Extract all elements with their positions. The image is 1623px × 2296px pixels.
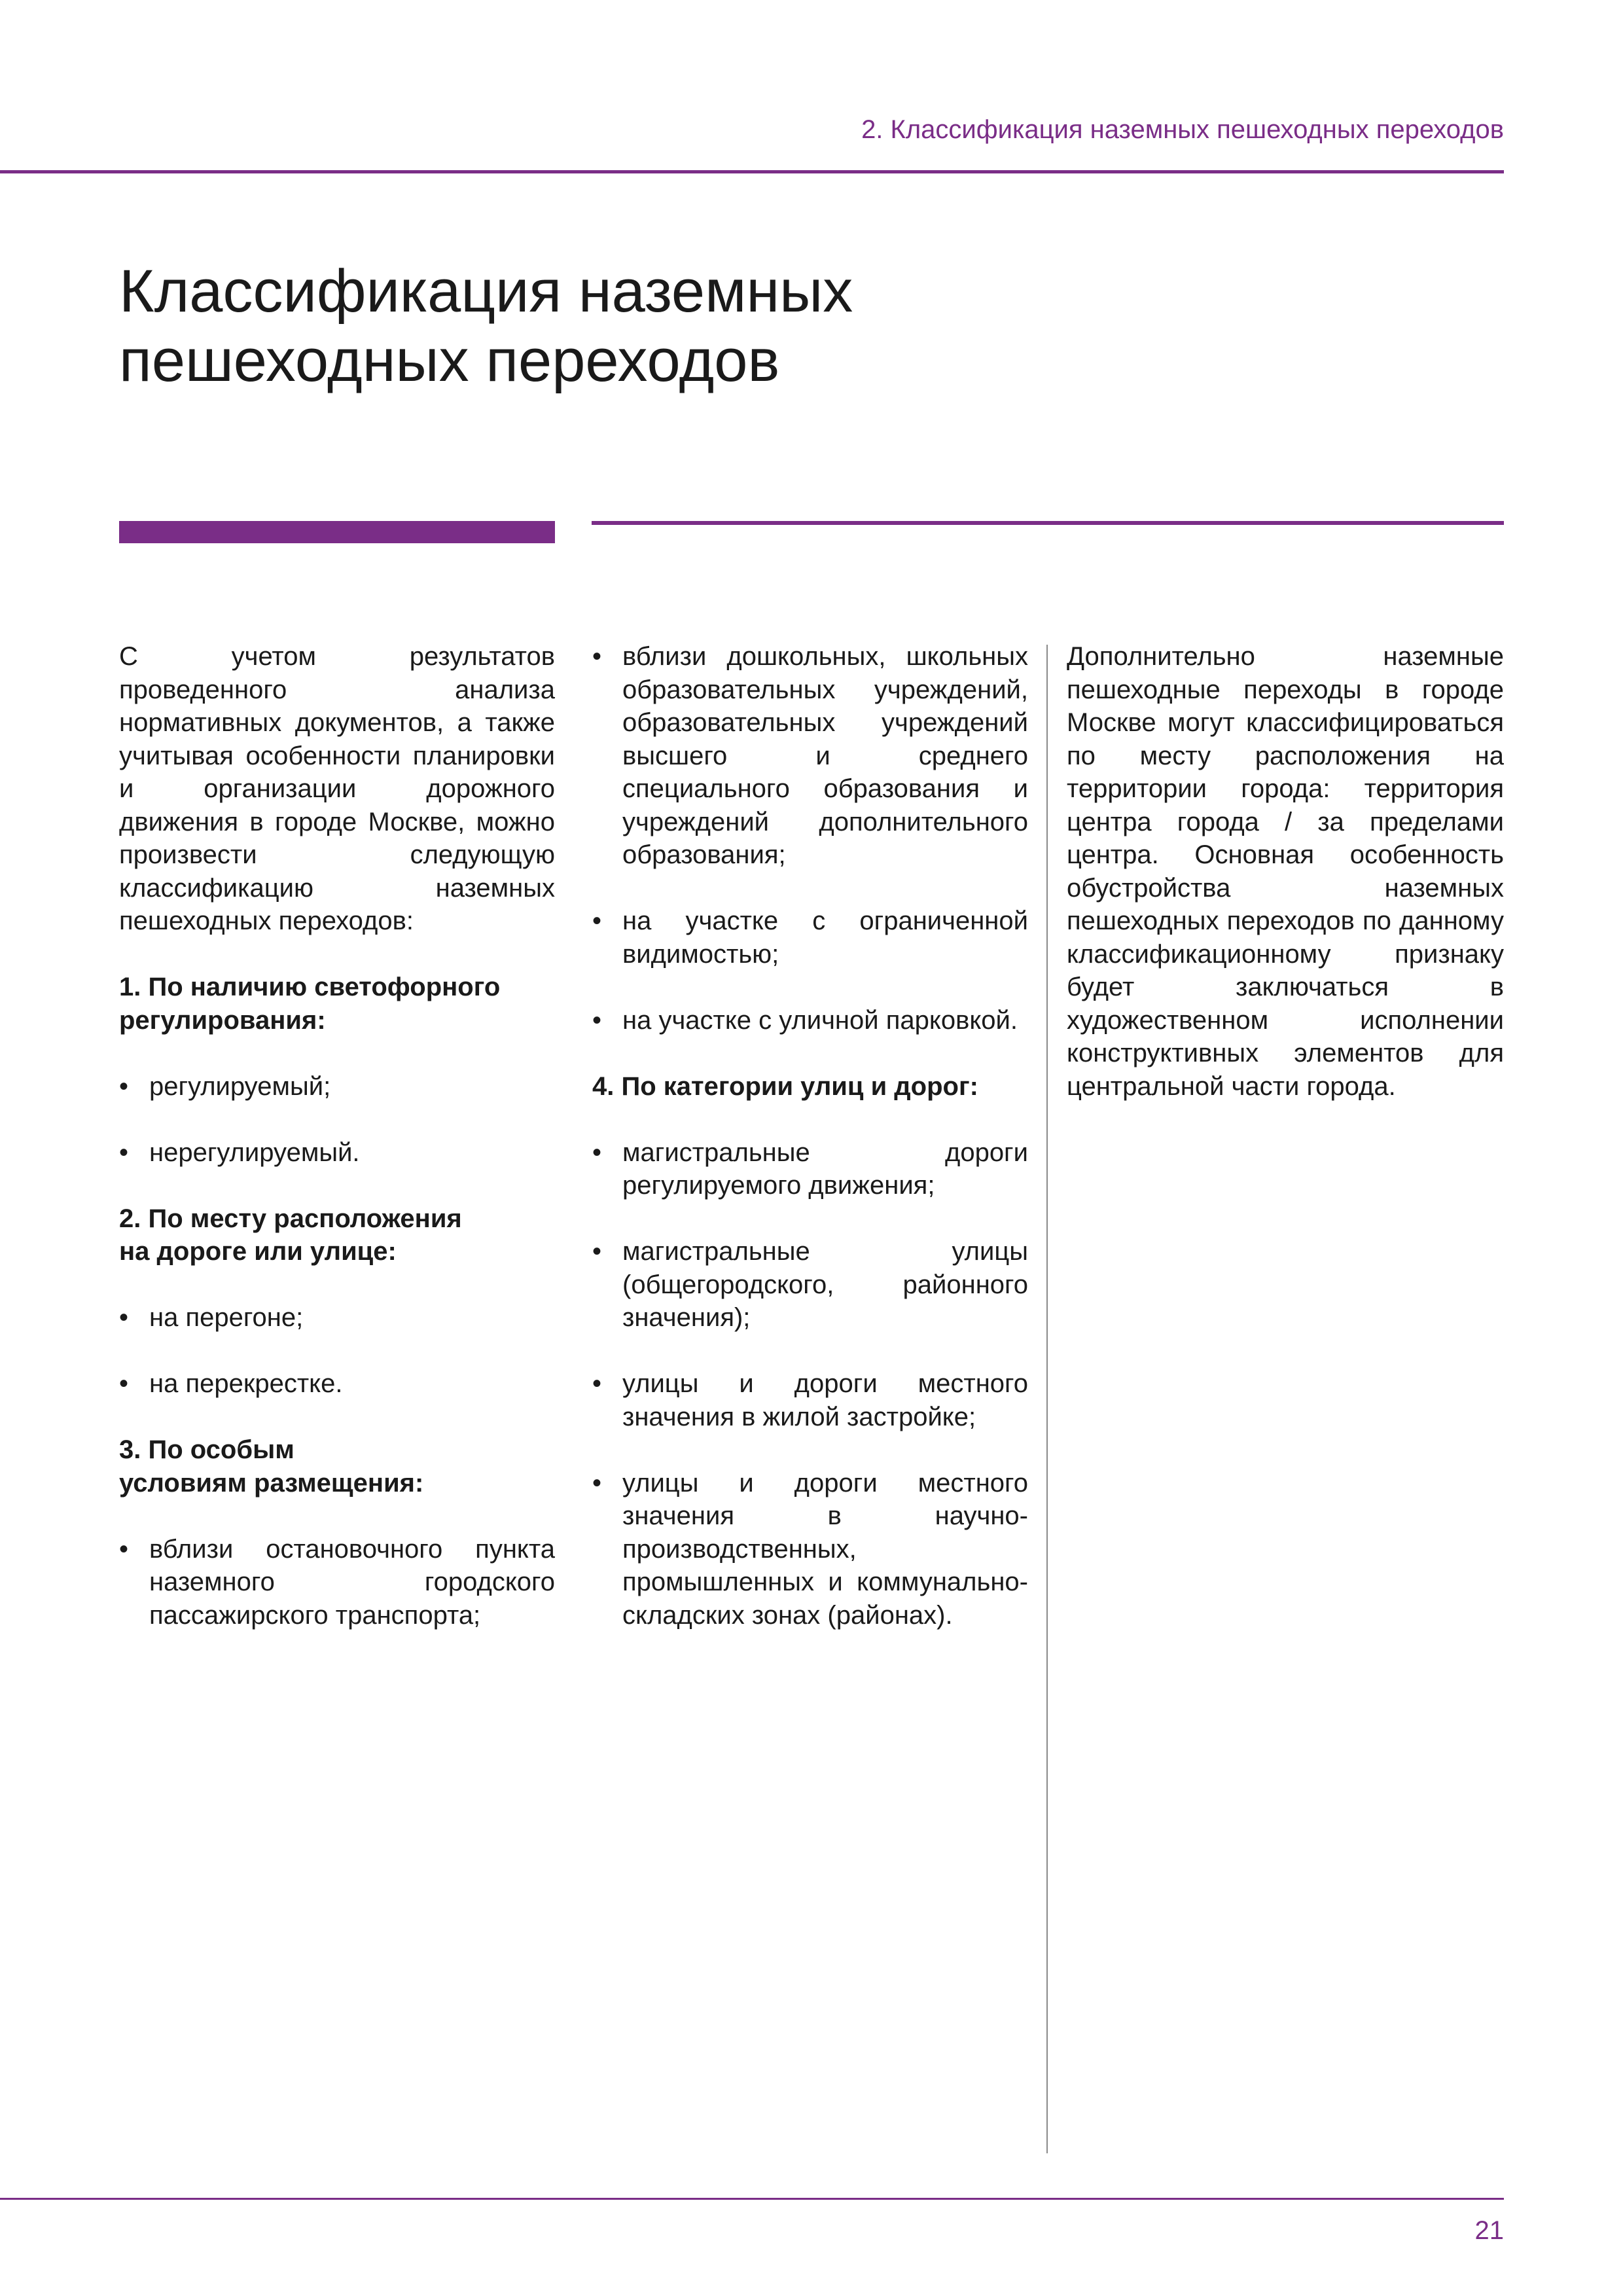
list-item: • на участке с уличной парковкой. [592,1004,1028,1037]
title-line-1: Классификация наземных [119,258,853,325]
column-3 [1067,640,1504,1103]
accent-bar [119,521,555,543]
section-3-heading-line-2: условиям размещения: [119,1468,424,1498]
page-title [119,257,1101,395]
section-2-heading [119,1202,555,1268]
list-item: • на перекрестке. [119,1367,555,1401]
section-4-heading: 4. По категории улиц и дорог: [592,1071,978,1101]
page-number: 21 [1474,2216,1504,2245]
list-item: • нерегулируемый. [119,1136,555,1170]
section-3-list [119,1533,555,1632]
bottom-rule [0,2198,1504,2200]
list-item: • магистральные улицы (общегородского, районного значения); [592,1235,1028,1335]
section-1-list [119,1070,555,1170]
section-1-heading-line-2: регулирования: [119,1005,326,1035]
column-1 [119,640,555,1632]
section-1-heading-line-1: 1. По наличию светофорного [119,973,501,1001]
section-3-heading-line-1: 3. По особым [119,1435,294,1464]
intro-paragraph: С учетом результатов проведенного анализа нормативных документов, а также учитывая особенности планировки и организации дорожного движения в городе Москве, можно произвести следующую классификацию наземных пешеходных переходов: [119,642,555,935]
section-3-heading [119,1433,555,1499]
list-item: • вблизи остановочного пункта наземного городского пассажирского транспорта; [119,1533,555,1632]
accent-rule [592,521,1504,525]
column-2 [592,640,1028,1632]
running-head: 2. Классификация наземных пешеходных переходов [861,115,1504,144]
title-line-2: пешеходных переходов [119,327,780,394]
column-divider [1046,645,1048,2153]
list-item: • регулируемый; [119,1070,555,1103]
list-item: • магистральные дороги регулируемого движения; [592,1136,1028,1202]
section-2-list [119,1301,555,1401]
list-item: • на перегоне; [119,1301,555,1335]
section-4-list [592,1136,1028,1632]
list-item: • на участке с ограниченной видимостью; [592,905,1028,971]
additional-paragraph: Дополнительно наземные пешеходные переходы в городе Москве могут классифицироваться по месту расположения на территории города: территория центра города / за пределами центра. Основная особенность обустройства наземных пешеходных переходов по данному классификационному признаку будет заключаться в художественном исполнении конструктивных элементов для центральной части города. [1067,642,1504,1101]
section-2-heading-line-2: на дороге или улице: [119,1237,397,1266]
list-item: • улицы и дороги местного значения в научно-производственных, промышленных и коммунально-складских зонах (районах). [592,1467,1028,1632]
list-item: • улицы и дороги местного значения в жилой застройке; [592,1367,1028,1433]
top-rule [0,170,1504,173]
list-item: • вблизи дошкольных, школьных образовательных учреждений, образовательных учреждений высшего и среднего специального образования и учреждений дополнительного образования; [592,640,1028,872]
section-2-heading-line-1: 2. По месту расположения [119,1204,462,1233]
section-1-heading [119,971,555,1037]
section-3-list-continued [592,640,1028,1037]
